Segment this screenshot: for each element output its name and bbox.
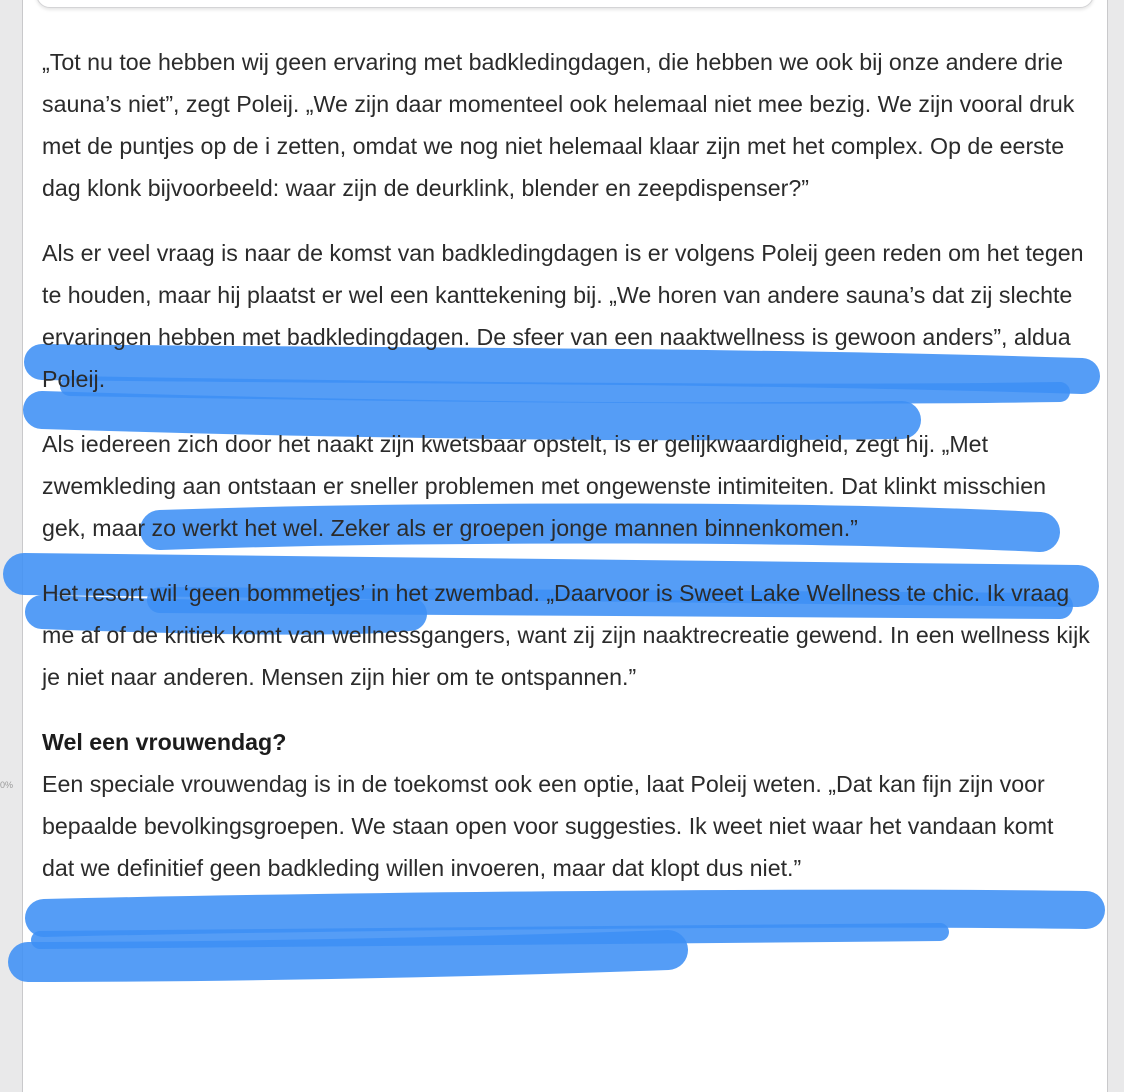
section-heading: Wel een vrouwendag? [42,729,287,755]
article-paragraph-2: Als er veel vraag is naar de komst van badkledingdagen is er volgens Poleij geen reden om het tegen te houden, maar hij plaatst er wel een kanttekening bij. „We horen van andere sauna’s dat zij slechte ervaringen hebben met badkledingdagen. De sfeer van een naaktwellness is gewoon anders”, aldua Poleij. [42,240,1084,392]
article-paragraph-1: „Tot nu toe hebben wij geen ervaring met badkledingdagen, die hebben we ook bij onze andere drie sauna’s niet”, zegt Poleij. „We zijn daar momenteel ook helemaal niet mee bezig. We zijn vooral druk met de puntjes op de i zetten, omdat we nog niet helemaal klaar zijn met het complex. Op de eerste dag klonk bijvoorbeeld: waar zijn de deurklink, blender en zeepdispenser?” [42,49,1075,201]
article-paragraph-4: Het resort wil ‘geen bommetjes’ in het zwembad. „Daarvoor is Sweet Lake Wellness te chic. Ik vraag me af of de kritiek komt van wellnessgangers, want zij zijn naaktrecreatie gewend. In een wellness kijk je niet naar anderen. Mensen zijn hier om te ontspannen.” [42,580,1090,690]
zoom-level-label: 0% [0,780,14,790]
article-paragraph-5: Een speciale vrouwendag is in de toekomst ook een optie, laat Poleij weten. „Dat kan fijn zijn voor bepaalde bevolkingsgroepen. We staan open voor suggesties. Ik weet niet waar het vandaan komt dat we definitief geen badkleding willen invoeren, maar dat klopt dus niet.” [42,771,1054,881]
article-body [42,41,1092,912]
article-paragraph-3: Als iedereen zich door het naakt zijn kwetsbaar opstelt, is er gelijkwaardigheid, zegt hij. „Met zwemkleding aan ontstaan er sneller problemen met ongewenste intimiteiten. Dat klinkt misschien gek, maar zo werkt het wel. Zeker als er groepen jonge mannen binnenkomen.” [42,431,1047,541]
previous-card-edge [36,0,1094,8]
